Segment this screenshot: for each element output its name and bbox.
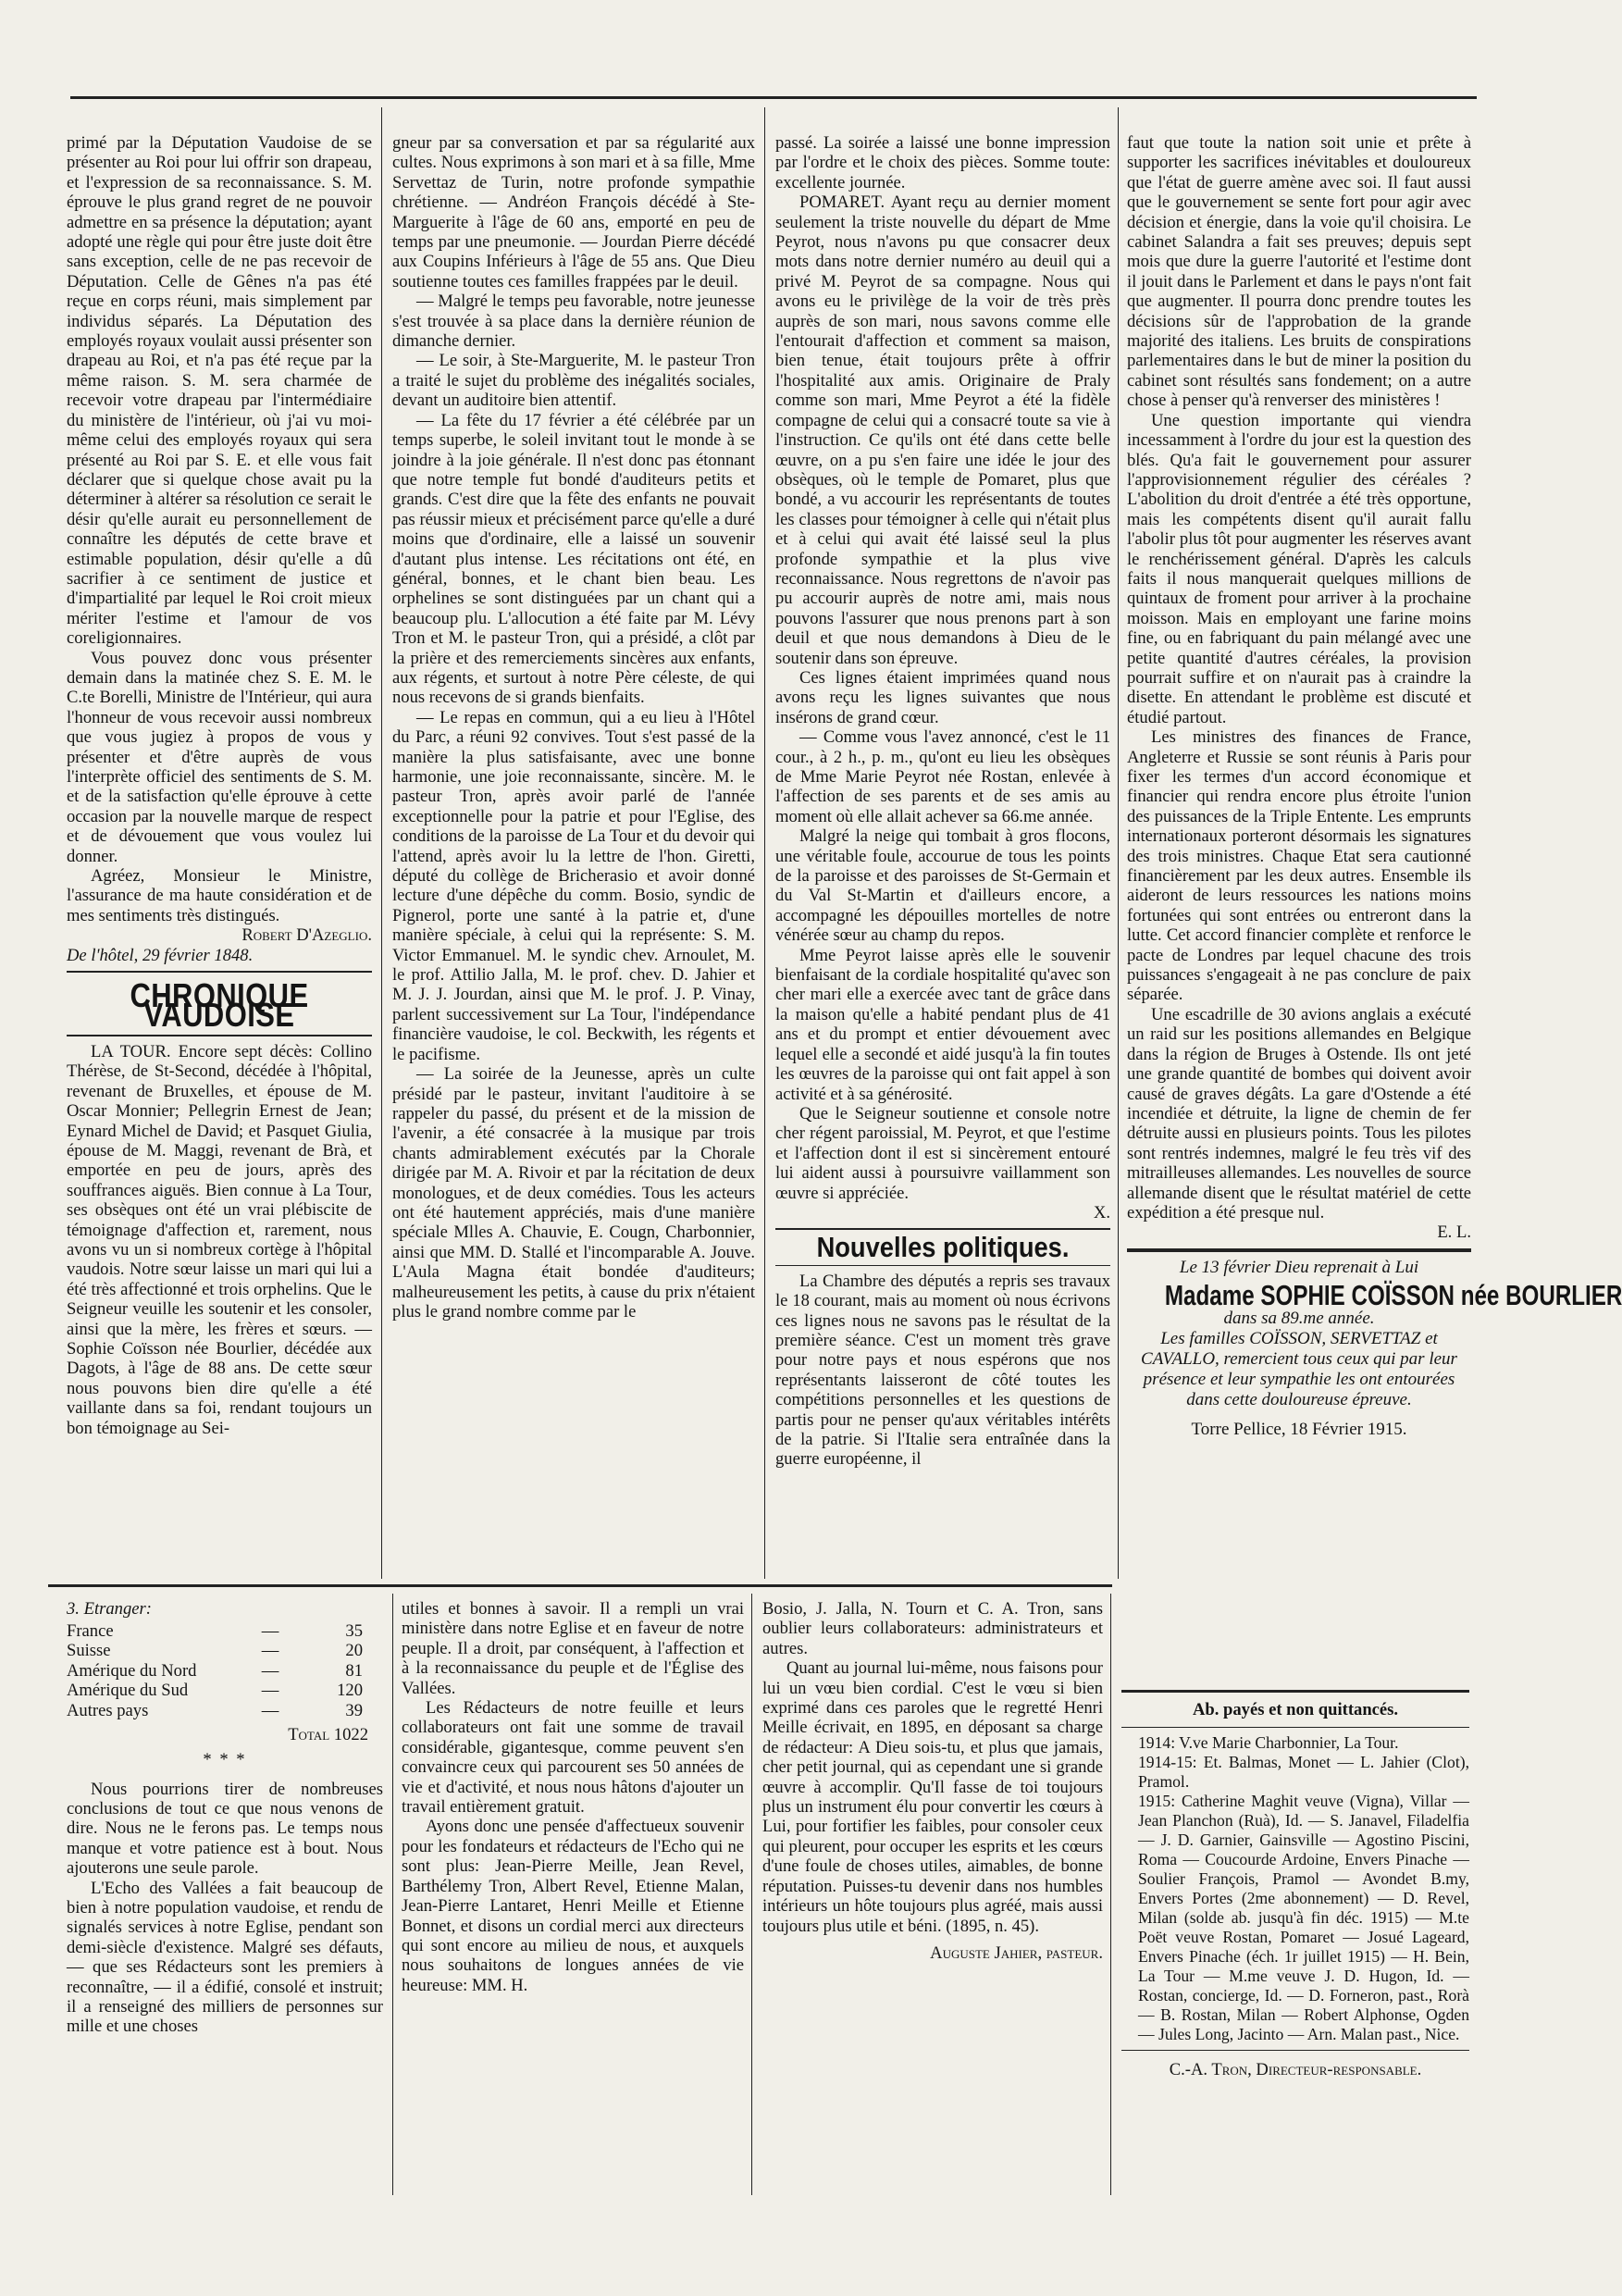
subscriber-stats <box>67 1599 383 1744</box>
paragraph: Que le Seigneur soutienne et console notre cher régent paroissial, M. Peyrot, et que l'estime et l'affection dont il est si sincèrement entouré lui aident aussi à poursuivre vaillamment son œuvre si appréciée. <box>775 1103 1110 1203</box>
stats-value: 120 <box>337 1681 363 1701</box>
paragraph: L'Echo des Vallées a fait beaucoup de bien à notre population vaudoise, et rendu de signalés services à notre Eglise, pendant son demi-siècle d'existence. Malgré ses défauts, — que ses Rédacteurs sont les premiers à reconnaître, — il a édifié, consolé et instruit; il a renseigné des milliers de personnes sur mille et une choses <box>67 1878 383 2037</box>
column-divider <box>1118 107 1119 1579</box>
stats-country: Amérique du Sud <box>67 1681 189 1701</box>
lower-column-2 <box>402 1599 744 2191</box>
paragraph: — Le soir, à Ste-Marguerite, M. le pasteur Tron a traité le sujet du problème des inégalités sociales, devant un auditoire bien attentif. <box>392 351 755 411</box>
paragraph: primé par la Députation Vaudoise de se présenter au Roi pour lui offrir son drapeau, et l'expression de sa reconnaissance. S. M. éprouve le plus grand regret de ne pouvoir admettre en sa présence la députation; ayant adopté une règle qui pour être juste doit être sans exception, celle de ne pas recevoir de Députation. Celle de Gênes n'a pas été reçue en corps réuni, mais simplement par individus séparés. La Députation des employés royaux voulait aussi présenter son drapeau au Roi, et n'a pas été reçue par la même raison. S. M. sera charmée de recevoir votre drapeau par l'intermédiaire du ministère de l'intérieur, où j'ai vu moi-même celui des employés royaux qui sera présenté au Roi par S. E. et elle vous fait déclarer que si quelque chose avait pu la déterminer à altérer sa résolution ce serait le désir qu'elle aurait eu personnellement de connaître les députés de cette brave et estimable population, désir qu'elle a dû sacrifier à ce sentiment de justice et d'impartialité par lequel le Roi croit mieux mériter l'estime et l'amour de vos coreligionnaires. <box>67 133 372 649</box>
divider <box>67 971 372 973</box>
column-1 <box>67 133 372 1584</box>
column-divider <box>764 107 765 1579</box>
column-2 <box>392 133 755 1584</box>
paragraph: Une question importante qui viendra incessamment à l'ordre du jour est la question des blés. Qu'a fait le gouvernement pour assurer l'approvisionnement régulier des céréales ? L'abolition du droit d'entrée a été très opportune, mais les compétents disent qu'il aurait fallu l'abolir plus tôt pour augmenter les réserves avant le renchérissement général. D'après les calculs faits il nous manquerait quelques millions de quintaux de froment pour arriver à la prochaine moisson. Mais en employant une farine moins fine, ou en fabriquant du pain mélangé avec une petite quantité d'autres céréales, la provision pourrait suffire et on n'aurait pas à craindre la disette. En attendant le problème est discuté et étudié partout. <box>1127 410 1471 727</box>
stats-row <box>67 1701 383 1721</box>
subscriptions-list <box>1121 1733 1469 2044</box>
signature: Auguste Jahier, pasteur. <box>930 1942 1103 1963</box>
list-item: 1914-15: Et. Balmas, Monet — L. Jahier (Clot), Pramol. <box>1138 1753 1469 1792</box>
section-title-nouvelles: Nouvelles politiques. <box>816 1231 1070 1264</box>
lower-column-3 <box>762 1599 1103 2191</box>
subscriptions-title: Ab. payés et non quittancés. <box>1192 1700 1399 1719</box>
paragraph: utiles et bonnes à savoir. Il a rempli un vrai ministère dans notre Eglise et en faveur de notre peuple. Il a droit, par conséquent, à l'affection et à la reconnaissance du peuple et de l'Église des Vallées. <box>402 1599 744 1698</box>
paragraph: Les Rédacteurs de notre feuille et leurs collaborateurs ont fait une somme de travail considérable, gigantesque, comme peuvent s'en convaincre ceux qui parcourent ses 50 années de vie et d'activité, et nous nous hâtons d'ajouter un travail entièrement gratuit. <box>402 1698 744 1818</box>
paragraph: — Le repas en commun, qui a eu lieu à l'Hôtel du Parc, a réuni 92 convives. Tout s'est passé de la manière la plus satisfaisante, avec une bonne harmonie, une joie reconnaissante, sincère. M. le pasteur Tron, après avoir parlé de l'année exceptionnelle pour la patrie et pour l'Eglise, des conditions de la paroisse de La Tour et du devoir qui l'attend, après avoir lu la lettre de l'hon. Giretti, député du collège de Bricherasio et avoir donné lecture d'une dépêche du comm. Bosio, syndic de Pignerol, porte une santé à la patrie et, d'une manière spéciale, à celui qui la représente: S. M. Victor Emmanuel. M. le syndic chev. Arnoulet, M. le prof. Attilio Jalla, M. le prof. chev. D. Jahier et M. J. J. Jourdan, ainsi que M. le prof. J. P. Vinay, parlent successivement sur La Tour, l'indépendance financière vaudoise, le col. Beckwith, les régents et le pacifisme. <box>392 707 755 1064</box>
paragraph: Quant au journal lui-même, nous faisons pour lui un vœu bien cordial. C'est le vœu si bien exprimé dans ces paroles que le regretté Henri Meille écrivait, en 1895, en déposant sa charge de rédacteur: A Dieu sois-tu, et plus que jamais, cher petit journal, qui as cependant une si grande œuvre à accomplir. Qu'Il fasse de toi toujours plus un instrument élu pour convertir les cœurs à Lui, pour fortifier les faibles, pour consoler ceux qui pleurent, pour occuper les esprits et les cœurs d'une foule de choses utiles, aimables, de bonne réputation. Puisses-tu devenir dans nos humbles intérieurs un hôte toujours plus agréé, mais aussi toujours plus utile et béni. (1895, n. 45). <box>762 1658 1103 1936</box>
divider <box>1121 1727 1469 1728</box>
section-rule <box>48 1584 1112 1587</box>
death-notice-line: dans sa 89.me année. <box>1223 1309 1375 1329</box>
signature: E. L. <box>1437 1222 1471 1243</box>
stats-value: 39 <box>345 1700 363 1720</box>
asterism: * * * <box>203 1750 247 1770</box>
paragraph: gneur par sa conversation et par sa régularité aux cultes. Nous exprimons à son mari et à sa fille, Mme Servettaz de Turin, notre profonde sympathie chrétienne. — Andréon François décédé à Ste-Marguerite à l'âge de 60 ans, emporté en peu de temps par une pneumonie. — Jourdan Pierre décédé aux Coupins Inférieurs à l'âge de 55 ans. Que Dieu soutienne toutes ces familles frappées par le deuil. <box>392 133 755 292</box>
divider <box>1121 2050 1469 2051</box>
divider <box>1121 1690 1469 1693</box>
paragraph: faut que toute la nation soit unie et prête à supporter les sacrifices inévitables et douloureux que l'état de guerre amène avec soi. Il faut aussi que le gouvernement se sente fort pour agir avec décision et énergie, dans la voie qu'il choisira. Le cabinet Salandra a fait ses preuves; depuis sept mois que dure la guerre l'autorité et l'estime dont il jouit dans le Parlement et dans le pays n'ont fait que augmenter. Il pourra donc prendre toutes les décisions sûr de l'approbation de la grande majorité des italiens. Les bruits de conspirations parlementaires dans le but de miner la position du cabinet sont résultés sans fondement; on a autre chose à penser qu'à renverser des ministères ! <box>1127 133 1471 411</box>
paragraph: Mme Peyrot laisse après elle le souvenir bienfaisant de la cordiale hospitalité qu'avec son cher mari elle a exercée avec tant de grâce dans la maison qu'elle a habité pendant plus de 41 ans et du prompt et entier dévouement avec lequel elle a secondé et aidé jusqu'à la fin toutes les œuvres de la paroisse qui ont fait appel à son activité et à sa générosité. <box>775 945 1110 1104</box>
paragraph: Agréez, Monsieur le Ministre, l'assurance de ma haute considération et de mes sentiments très distingués. <box>67 866 372 925</box>
stats-row <box>67 1621 383 1642</box>
death-notice-place: Torre Pellice, 18 Février 1915. <box>1191 1420 1407 1440</box>
paragraph: POMARET. Ayant reçu au dernier moment seulement la triste nouvelle du départ de Mme Peyrot, nous n'avons pu que consacrer deux mots dans notre dernier numéro au deuil qui a privé M. Peyrot de sa compagne. Nous qui avons eu le privilège de la voir de très près auprès de son mari, nous savons comme elle l'entourait d'affection et comment sa maison, bien tenue, était toujours prête à offrir l'hospitalité aux amis. Originaire de Praly comme son mari, Mme Peyrot a été la fidèle compagne de celui qui a consacré toute sa vie à l'instruction. Ce qu'ils ont été dans cette belle œuvre, on a pu s'en faire une idée le jour des obsèques, où le temple de Pomaret, plus que bondé, a vu accourir les représentants de toutes les classes pour témoigner à celle qui n'était plus et à celui qui avait été laissé seul la plus profonde sympathie et la plus vive reconnaissance. Nous regrettons de n'avoir pas pu accourir auprès de notre ami, mais nous pouvons l'assurer que nous prenons part à son deuil et que nous demandons à Dieu de le soutenir dans son épreuve. <box>775 192 1110 668</box>
divider <box>67 1035 372 1036</box>
stats-dash: — <box>261 1660 279 1681</box>
death-notice-line: Le 13 février Dieu reprenait à Lui <box>1179 1257 1419 1277</box>
stats-dash: — <box>261 1620 279 1641</box>
section-title-chronique: CHRONIQUE VAUDOISE <box>130 976 309 1035</box>
list-item: 1914: V.ve Marie Charbonnier, La Tour. <box>1138 1733 1399 1753</box>
stats-heading: 3. Etranger: <box>67 1599 152 1619</box>
paragraph: La Chambre des députés a repris ses travaux le 18 courant, mais au moment où nous écrivons ces lignes nous ne savons pas le résultat de la première séance. C'est un moment très grave pour notre pays et nous espérons que nos représentants laisseront de côté toutes les compétitions personnelles et les questions de partis pour ne penser qu'aux véritables intérêts de la patrie. Si l'Italie sera entraînée dans la guerre européenne, il <box>775 1271 1110 1470</box>
stats-country: Amérique du Nord <box>67 1660 197 1681</box>
list-item: 1915: Catherine Maghit veuve (Vigna), Villar — Jean Planchon (Ruà), Id. — S. Janavel, Filadelfia — J. D. Garnier, Gainsville — Agostino Piscini, Roma — Coucourde Ardoine, Envers Pinache — Soulier François, Pramol — Avondet B.my, Envers Portes (2me abonnement) — D. Revel, Milan (solde ab. jusqu'à fin déc. 1915) — M.te Poët veuve Rostan, Pomaret — Josué Lageard, Envers Pinache (éch. 1r juillet 1915) — H. Bein, La Tour — M.me veuve J. D. Hugon, Id. — Rostan, concierge, Id. — D. Forneron, past., Rorà — B. Rostan, Milan — Robert Alphonse, Ogden — Jules Long, Jacinto — Arn. Malan past., Nice. <box>1138 1792 1469 2044</box>
lower-column-1 <box>67 1599 383 2191</box>
death-notice-name: Madame SOPHIE COÏSSON née BOURLIER <box>1164 1278 1622 1311</box>
paragraph: Malgré la neige qui tombait à gros flocons, une véritable foule, accourue de tous les points de la paroisse et des paroisses de St-Germain et du Val St-Martin et d'ailleurs encore, a accompagné les dépouilles mortelles de notre vénérée sœur au champ du repos. <box>775 826 1110 946</box>
paragraph: — La soirée de la Jeunesse, après un culte présidé par le pasteur, invitant l'auditoire à se rappeler du passé, du présent et de la mission de l'avenir, a été consacrée à la musique par trois chants admirablement exécutés par la Chorale dirigée par M. A. Rivoir et par la récitation de deux monologues, et de deux comédies. Tous les acteurs ont été hautement appréciés, mais d'une manière spéciale Mlles A. Chauvie, E. Cougn, Charbonnier, ainsi que MM. D. Stallé et l'incomparable A. Jouve. L'Aula Magna était bondée d'auditeurs; malheureusement les petits, à cause du prix n'étaient plus le grand nombre comme par le <box>392 1064 755 1322</box>
dateline: De l'hôtel, 29 février 1848. <box>67 945 254 965</box>
stats-total: Total 1022 <box>288 1724 368 1744</box>
paragraph: Nous pourrions tirer de nombreuses conclusions de tout ce que nous venons de dire. Nous ne le ferons pas. Le temps nous manque et votre patience est à bout. Nous ajouterons une seule parole. <box>67 1779 383 1879</box>
paragraph: Vous pouvez donc vous présenter demain dans la matinée chez S. E. M. le C.te Borelli, Ministre de l'Intérieur, qui aura l'honneur de vous recevoir aussi nombreux que vous jugiez à propos de vous y présenter et d'être auprès de vous l'interprète officiel des sentiments de S. M. et de la satisfaction qu'elle éprouve à cette occasion par la nouvelle marque de respect et de dévouement que vous voulez lui donner. <box>67 648 372 866</box>
stats-row <box>67 1681 383 1701</box>
stats-value: 20 <box>345 1641 363 1661</box>
stats-country: Autres pays <box>67 1700 149 1720</box>
column-divider <box>381 107 382 1579</box>
divider <box>775 1228 1110 1230</box>
column-divider <box>1110 1594 1111 2195</box>
paragraph: — Comme vous l'avez annoncé, c'est le 11 cour., à 2 h., p. m., qu'ont eu lieu les obsèques de Mme Marie Peyrot née Rostan, enlevée à l'affection de ses parents et de ses amis au moment où elle allait achever sa 66.me année. <box>775 727 1110 826</box>
divider <box>1127 1248 1471 1252</box>
signature: Robert D'Azeglio. <box>241 925 372 946</box>
paragraph: — La fête du 17 février a été célébrée par un temps superbe, le soleil invitant tout le monde à se joindre à la joie générale. Il n'est donc pas étonnant que notre temple fut bondé d'auditeurs petits et grands. C'est dire que la fête des enfants ne pouvait pas réussir mieux et précisément parce qu'elle a duré moins que d'ordinaire, elle a laissé un souvenir d'autant plus intense. Les récitations ont été, en général, bonnes, et le chant bien beau. Les orphelines se sont distinguées par un chant qui a beaucoup plu. L'allocution a été faite par M. Lévy Tron et M. le pasteur Tron, qui a présidé, a clôt par la prière et des remerciements sincères aux enfants, aux régents, et surtout à notre Père céleste, de qui nous recevons de si grands bienfaits. <box>392 410 755 708</box>
paragraph: LA TOUR. Encore sept décès: Collino Thérèse, de St-Second, décédée à l'hôpital, revenant de Bruxelles, et épouse de M. Oscar Monnier; Pellegrin Ernest de Jean; Eynard Michel de David; et Pasquet Giulia, épouse de M. Maggi, revenant de Brà, et emportée en peu de jours, après des souffrances aiguës. Bien connue à La Tour, ses obsèques ont été un vrai plébiscite de témoignage d'affection et, rarement, nous avons vu un si nombreux cortège à l'hôpital vaudois. Notre sœur laisse un mari qui lui a été très affectionné et trois orphelins. Que le Seigneur veuille les soutenir et les consoler, ainsi que la mère, les frères et sœurs. — Sophie Coïsson née Bourlier, décédée aux Dagots, à l'âge de 88 ans. De cette sœur nous pouvons bien dire qu'elle a été vaillante dans sa foi, rendant toujours un bon témoignage au Sei- <box>67 1041 372 1438</box>
column-4 <box>1127 133 1622 1577</box>
signature: X. <box>1093 1202 1110 1222</box>
death-notice-thanks: Les familles COÏSSON, SERVETTAZ et CAVALLO, remercient tous ceux qui par leur présence et leur sympathie les ont entourées dans cette douloureuse épreuve. <box>1141 1329 1457 1410</box>
paragraph: Bosio, J. Jalla, N. Tourn et C. A. Tron, sans oublier leurs collaborateurs: administrateurs et autres. <box>762 1599 1103 1658</box>
stats-dash: — <box>261 1641 279 1661</box>
paragraph: passé. La soirée a laissé une bonne impression par l'ordre et le choix des pièces. Somme toute: excellente journée. <box>775 133 1110 192</box>
column-divider <box>751 1594 752 2195</box>
divider <box>775 1265 1110 1266</box>
footer-responsible: C.-A. Tron, Directeur-responsable. <box>1169 2060 1422 2080</box>
stats-country: France <box>67 1620 114 1641</box>
column-divider <box>392 1594 393 2195</box>
paragraph: Ayons donc une pensée d'affectueux souvenir pour les fondateurs et rédacteurs de l'Echo qui ne sont plus: Jean-Pierre Meille, Jean Revel, Barthélemy Tron, Albert Revel, Etienne Malan, Jean-Pierre Lantaret, Henri Meille et Etienne Bonnet, et disons un cordial merci aux directeurs qui sont encore au milieu de nous, et auxquels nous souhaitons de longues années de vie heureuse: MM. H. <box>402 1817 744 1995</box>
paragraph: Ces lignes étaient imprimées quand nous avons reçu les lignes suivantes que nous insérons de grand cœur. <box>775 667 1110 727</box>
paragraph: Les ministres des finances de France, Angleterre et Russie se sont réunis à Paris pour fixer les termes d'un accord économique et financier qui rendra encore plus étroite l'union des puissances de la Triple Entente. Les emprunts internationaux porteront désormais les signatures des trois ministres. Chaque Etat sera cautionné financièrement par les deux autres. Ensemble ils aideront de leurs ressources les nations moins fortunées qui sont entrées ou entreront dans la lutte. Cet accord financier complète et renforce le pacte de Londres par lequel chacune des trois puissances s'engageait à ne pas conclure de paix séparée. <box>1127 727 1471 1005</box>
stats-dash: — <box>261 1700 279 1720</box>
stats-country: Suisse <box>67 1641 111 1661</box>
paragraph: Une escadrille de 30 avions anglais a exécuté un raid sur les positions allemandes en Belgique dans la région de Bruges à Ostende. Ils ont jeté une grande quantité de bombes qui doivent avoir causé de graves dégâts. La gare d'Ostende a été incendiée et détruite, la ligne de chemin de fer détruite aussi en plusieurs points. Tous les pilotes sont rentrés indemnes, malgré le feu très vif des mitrailleuses allemandes. Les nouvelles de source allemande disent que le résultat matériel de cette expédition a été presque nul. <box>1127 1004 1471 1222</box>
stats-value: 81 <box>345 1660 363 1681</box>
column-3 <box>775 133 1110 1584</box>
stats-dash: — <box>261 1681 279 1701</box>
stats-row <box>67 1661 383 1682</box>
stats-row <box>67 1641 383 1661</box>
lower-column-4 <box>1121 1684 1469 2203</box>
stats-value: 35 <box>345 1620 363 1641</box>
header-rule <box>70 96 1477 99</box>
paragraph: — Malgré le temps peu favorable, notre jeunesse s'est trouvée à sa place dans la dernière réunion de dimanche dernier. <box>392 292 755 352</box>
